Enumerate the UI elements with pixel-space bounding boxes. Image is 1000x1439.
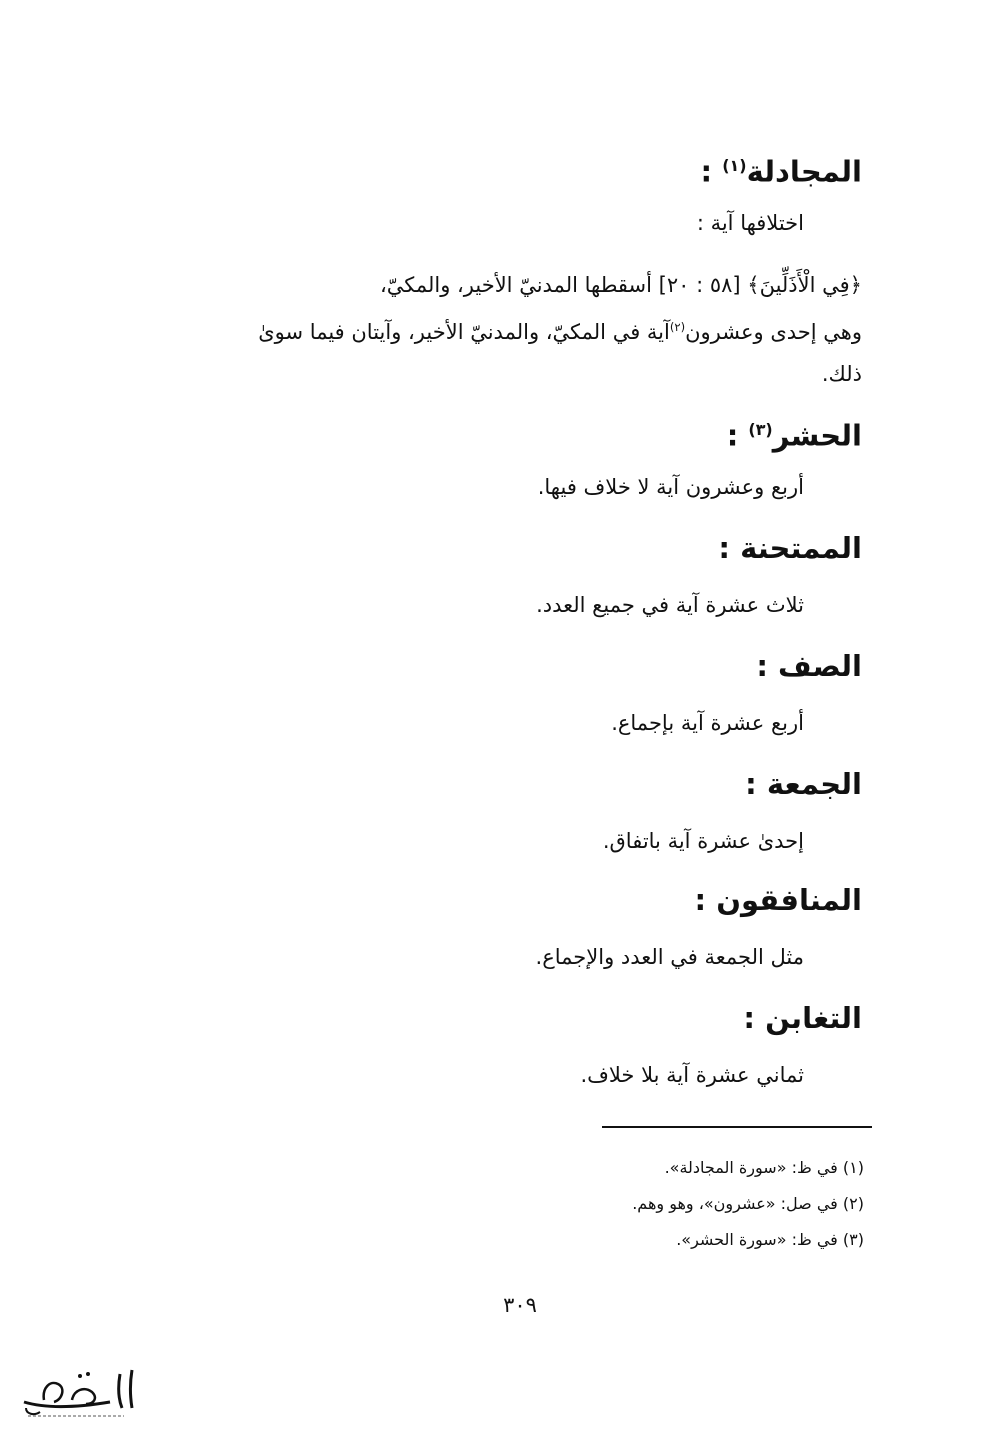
footnote-ref-2: (٢) <box>669 320 686 334</box>
footnote-1: (١) في ظ: «سورة المجادلة». <box>664 1158 864 1177</box>
footnote-ref-3: (٣) <box>748 420 773 439</box>
heading-as-saff: الصف : <box>756 649 862 683</box>
heading-al-mujadila: المجادلة$^{(١)}$ : <box>700 154 862 189</box>
as-saff-text: أربع عشرة آية بإجماع. <box>611 711 804 735</box>
footnote-divider <box>602 1126 872 1128</box>
footnote-2: (٢) في صل: «عشرون»، وهو وهم. <box>632 1194 864 1213</box>
heading-al-munafiqun: المنافقون : <box>694 883 862 917</box>
footnote-ref-1: (١) <box>722 156 747 175</box>
heading-al-hashr: الحشر$^{(٣)}$ : <box>726 418 862 453</box>
verse-difference-label: اختلافها آية : <box>696 211 804 235</box>
heading-al-jumuah: الجمعة : <box>745 767 862 801</box>
footnote-3: (٣) في ظ: «سورة الحشر». <box>676 1230 864 1249</box>
page-number: ٣٠٩ <box>503 1293 537 1317</box>
heading-at-taghabun: التغابن : <box>743 1001 862 1035</box>
heading-al-mumtahanah: الممتحنة : <box>718 531 862 565</box>
paragraph-line-2: وهي إحدى وعشرون$^{(٢)}$آية في المكيّ، والمدنيّ الأخير، وآيتان فيما سوىٰ <box>258 320 862 344</box>
al-jumuah-text: إحدىٰ عشرة آية باتفاق. <box>602 829 804 853</box>
calligraphy-stamp-logo <box>14 1362 144 1420</box>
al-hashr-text: أربع وعشرون آية لا خلاف فيها. <box>537 475 804 499</box>
paragraph-line-1: ﴿فِي الْأَذَلِّينَ﴾ [٥٨ : ٢٠] أسقطها المدنيّ الأخير، والمكيّ، <box>379 273 862 297</box>
al-mujadila-paragraph <box>162 264 862 395</box>
al-mumtahanah-text: ثلاث عشرة آية في جميع العدد. <box>536 593 804 617</box>
al-munafiqun-text: مثل الجمعة في العدد والإجماع. <box>535 945 804 969</box>
at-taghabun-text: ثماني عشرة آية بلا خلاف. <box>580 1063 804 1087</box>
paragraph-line-3: ذلك. <box>821 362 862 386</box>
